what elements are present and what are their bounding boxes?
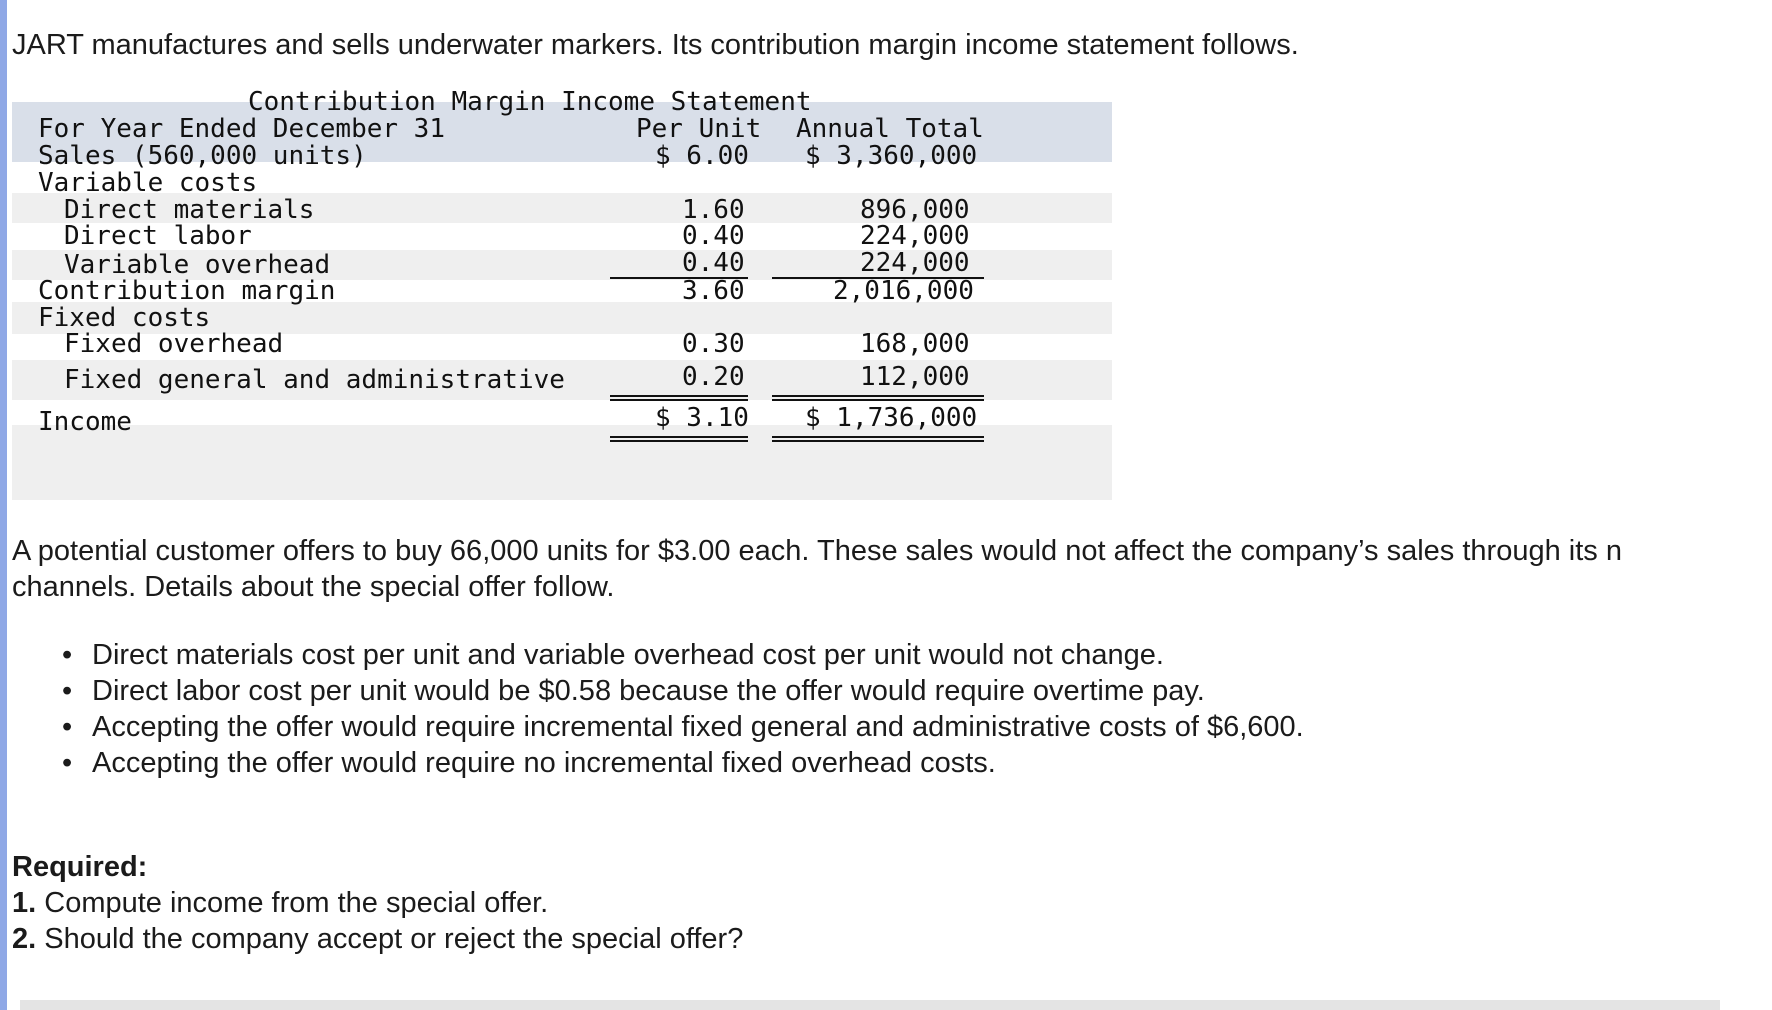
row-label: Sales (560,000 units) [38,141,367,171]
intro-text: JART manufactures and sells underwater markers. Its contribution margin income statement follows. [12,29,1299,61]
per-unit-value: 0.40 [682,248,745,278]
row-label: Contribution margin [38,276,336,306]
row-label: Fixed overhead [64,329,284,359]
row-label: Direct labor [64,221,252,251]
list-item [62,673,1304,709]
row-label: Direct materials [64,195,315,225]
list-item-text: Direct materials cost per unit and variable overhead cost per unit would not change. [92,639,1164,671]
per-unit-value: 0.40 [682,221,745,251]
offer-details-list [62,637,1304,781]
per-unit-value: 1.60 [682,195,745,225]
annual-value: $ 3,360,000 [805,141,978,171]
per-unit-value: $ 3.10 [655,403,749,433]
annual-value: 168,000 [860,329,970,359]
annual-value: $ 1,736,000 [805,403,978,433]
subtotal-rule [610,399,748,401]
per-unit-value: 3.60 [682,276,745,306]
total-double-rule [610,440,748,442]
list-item-text: Accepting the offer would require incremental fixed general and administrative costs of $6,600. [92,711,1304,743]
required-item-2: 2. Should the company accept or reject the special offer? [12,923,744,955]
list-item-text: Accepting the offer would require no incremental fixed overhead costs. [92,747,996,779]
offer-paragraph-line-1: A potential customer offers to buy 66,000 units for $3.00 each. These sales would not affect the company’s sales through its n [12,535,1622,567]
per-unit-value: $ 6.00 [655,141,749,171]
per-unit-value: 0.30 [682,329,745,359]
row-label: Income [38,407,132,437]
column-header-per-unit: Per Unit [636,114,762,144]
list-item-text: Direct labor cost per unit would be $0.58 because the offer would require overtime pay. [92,675,1205,707]
annual-value: 2,016,000 [833,276,974,306]
answer-panel-edge [20,1000,1720,1010]
bullet-icon: • [62,639,73,671]
bullet-icon: • [62,711,73,743]
row-label: Variable costs [38,168,258,198]
required-heading: Required: [12,851,148,883]
total-double-rule [772,436,984,438]
list-item [62,745,1304,781]
income-statement-table [12,87,1112,500]
subtotal-rule [772,395,984,397]
bullet-icon: • [62,675,73,707]
required-item-1: 1. Compute income from the special offer. [12,887,549,919]
annual-value: 112,000 [860,362,970,392]
list-item [62,709,1304,745]
column-header-annual-total: Annual Total [796,114,984,144]
per-unit-value: 0.20 [682,362,745,392]
statement-period: For Year Ended December 31 [38,114,445,144]
annual-value: 896,000 [860,195,970,225]
offer-paragraph-line-2: channels. Details about the special offer follow. [12,571,615,603]
statement-title: Contribution Margin Income Statement [248,87,812,117]
row-label: Fixed general and administrative [64,365,565,395]
list-item [62,637,1304,673]
annual-value: 224,000 [860,221,970,251]
subtotal-rule [772,399,984,401]
total-double-rule [772,440,984,442]
total-double-rule [610,436,748,438]
subtotal-rule [610,395,748,397]
annual-value: 224,000 [860,248,970,278]
bullet-icon: • [62,747,73,779]
row-label: Variable overhead [64,250,331,280]
row-label: Fixed costs [38,303,211,333]
left-accent-bar [0,0,7,1010]
